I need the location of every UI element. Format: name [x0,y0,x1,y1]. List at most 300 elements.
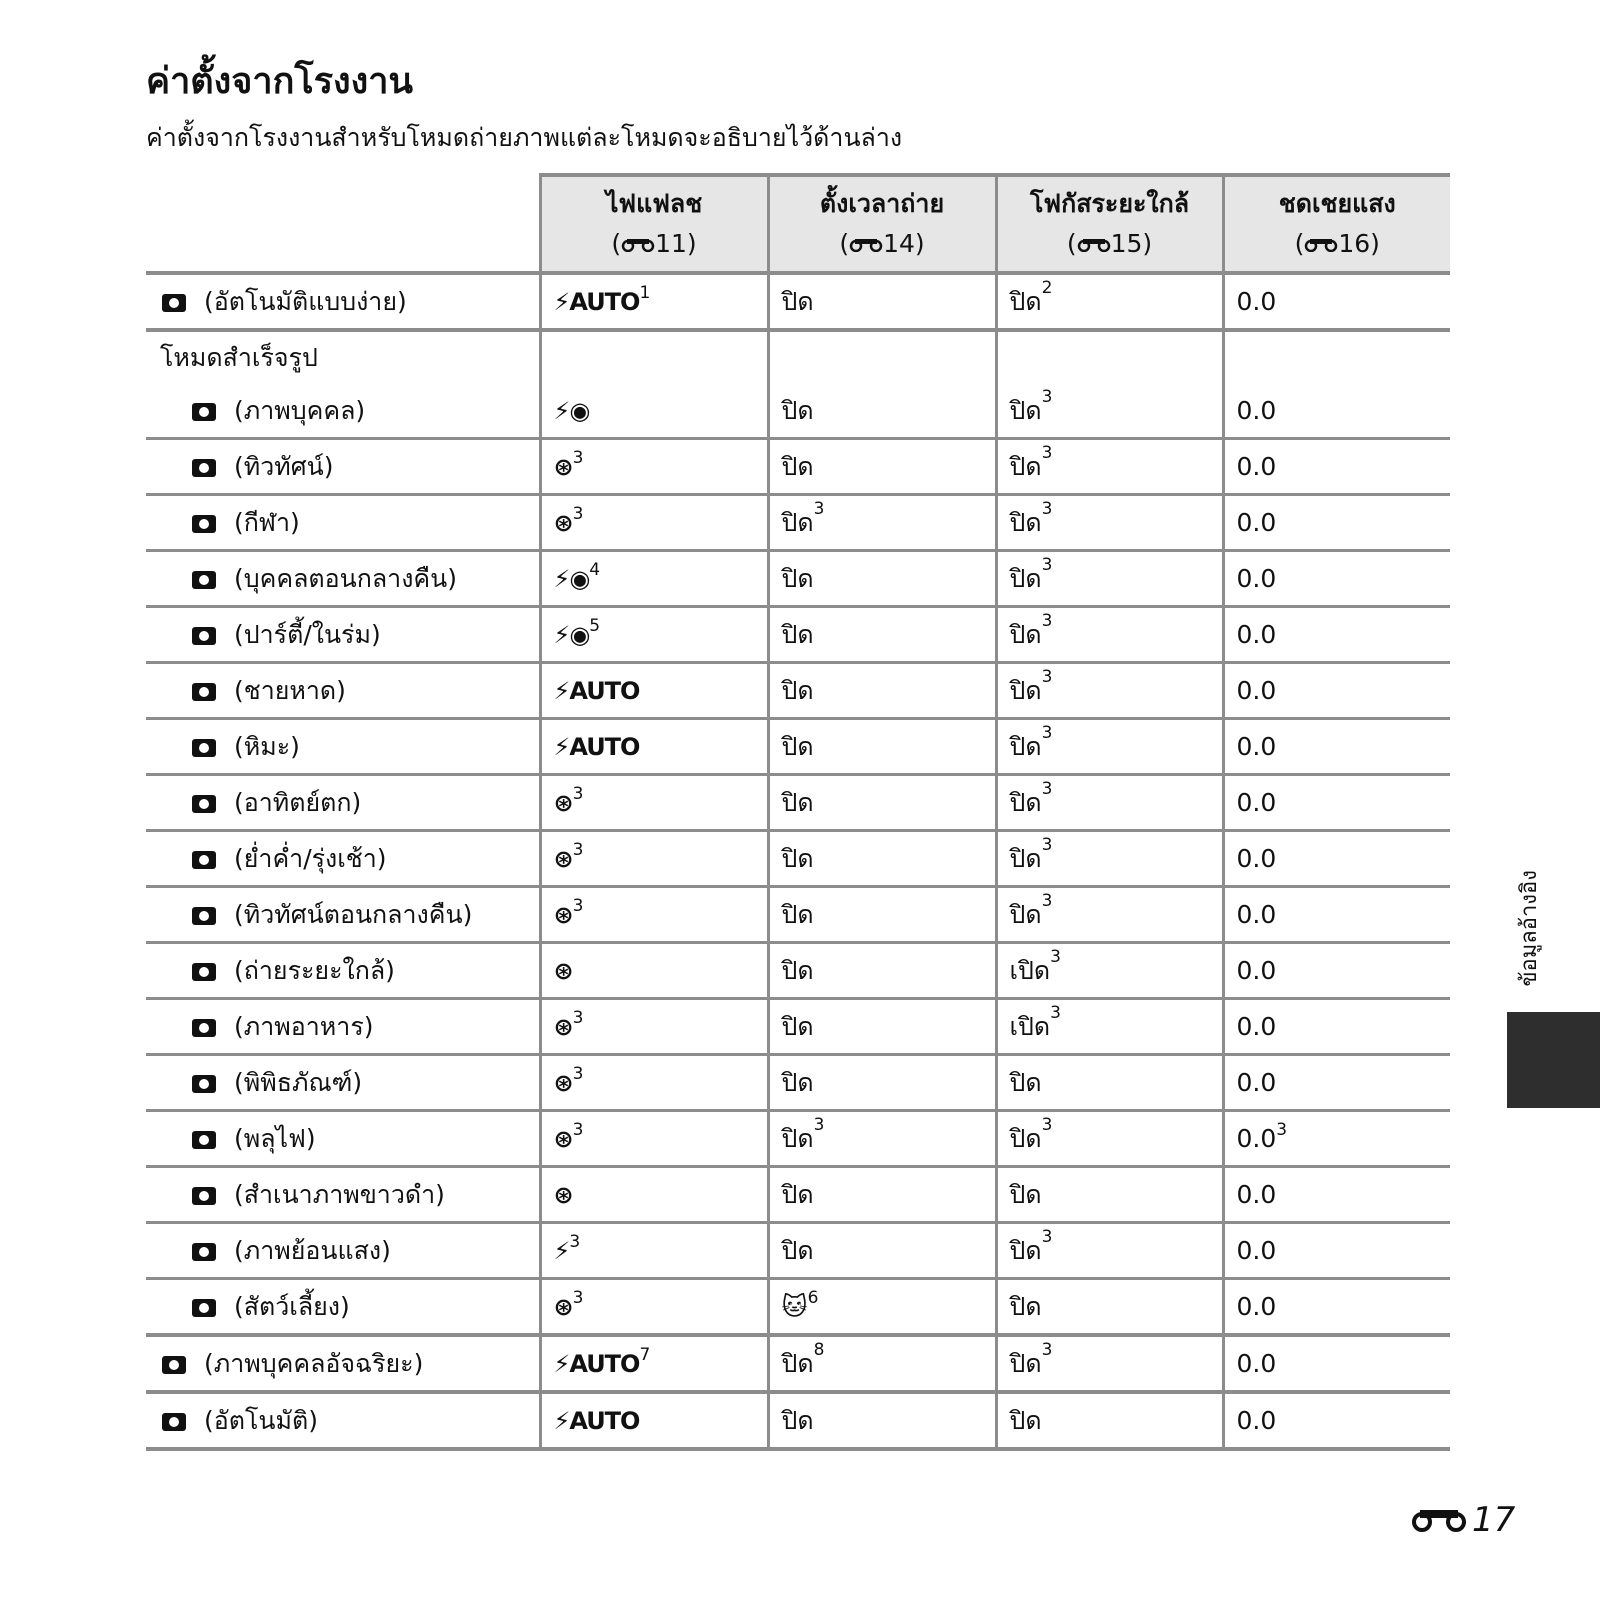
bw-copy-icon [190,1183,220,1209]
mode-name-cell [146,551,540,607]
table-row [146,607,1450,663]
flash-cell-footnote: 3 [572,1120,584,1140]
macro-cell-value: ปิด [1009,843,1042,873]
timer-cell-footnote: 8 [813,1339,825,1360]
group-empty-cell [1223,330,1450,384]
mode-name: (พิพิธภัณฑ์) [234,1067,363,1097]
mode-name-cell [146,775,540,831]
flash-cell [540,551,768,607]
exposure-cell [1223,719,1450,775]
flash-cell [540,273,768,330]
header-exposure [1223,175,1450,273]
flash-cell [540,1392,768,1449]
exposure-cell-value: 0.0 [1236,1292,1277,1321]
macro-cell-value: ปิด [1009,1291,1042,1321]
timer-cell-value: ปิด [781,1179,814,1209]
flash-cell-footnote: 3 [572,504,584,524]
exposure-cell-value: 0.0 [1236,956,1277,985]
mode-name: (ภาพบุคคล) [234,395,366,425]
flash-cell-footnote: 3 [569,1232,581,1252]
reference-binocular-icon [1077,238,1111,252]
macro-cell [996,1335,1223,1392]
food-icon [190,1015,220,1041]
header-macro [996,175,1223,273]
flash-cell-value: ⚡AUTO [553,1407,640,1435]
timer-cell-value: ปิด [781,899,814,929]
macro-cell [996,1223,1223,1279]
flash-cell-value: ⚡AUTO [553,677,640,705]
macro-cell [996,439,1223,495]
timer-cell-value: ปิด [781,1067,814,1097]
close-up-icon [190,959,220,985]
flash-cell-value: ⚡ [553,1237,570,1265]
mode-name-cell [146,1055,540,1111]
side-section-label: ข้อมูลอ้างอิง [1517,870,1542,987]
flash-cell-value: ⊛ [553,845,573,873]
table-row [146,831,1450,887]
exposure-cell-value: 0.0 [1236,1012,1277,1041]
night-landscape-icon [190,903,220,929]
exposure-cell [1223,1392,1450,1449]
timer-cell [768,1223,996,1279]
macro-cell-value: ปิด [1009,507,1042,537]
header-timer-ref: ( 14) [839,229,925,258]
macro-cell-value: ปิด [1009,563,1042,593]
flash-cell-value: ⊛ [553,1293,573,1321]
header-timer-ref-num: 14 [883,229,915,258]
macro-cell-value: ปิด [1009,1405,1042,1435]
mode-name: (อัตโนมัติแบบง่าย) [204,286,407,316]
flash-cell-value: ⊛ [553,453,573,481]
header-timer [768,175,996,273]
group-row [146,330,1450,384]
exposure-cell-value: 0.0 [1236,620,1277,649]
mode-name-cell [146,1392,540,1449]
exposure-cell [1223,887,1450,943]
macro-cell-footnote: 3 [1041,1339,1053,1360]
macro-cell [996,1055,1223,1111]
timer-cell [768,607,996,663]
flash-cell-value: ⊛ [553,1013,573,1041]
group-empty-cell [540,330,768,384]
macro-cell [996,1392,1223,1449]
timer-cell [768,663,996,719]
mode-name-cell [146,1167,540,1223]
macro-cell [996,551,1223,607]
mode-name-cell [146,719,540,775]
timer-cell-value: ปิด [781,843,814,873]
timer-cell [768,999,996,1055]
exposure-cell [1223,1111,1450,1167]
mode-name-cell [146,495,540,551]
exposure-cell [1223,1279,1450,1336]
macro-cell [996,887,1223,943]
group-label: โหมดสำเร็จรูป [160,343,318,372]
table-row [146,775,1450,831]
page-number [1410,1500,1515,1540]
easy-auto-icon [160,290,190,316]
mode-name: (ย่ำค่ำ/รุ่งเช้า) [234,843,387,873]
table-row [146,1335,1450,1392]
flash-cell-footnote: 5 [589,616,601,636]
macro-cell-footnote: 3 [1041,554,1053,575]
timer-cell [768,439,996,495]
macro-cell-footnote: 3 [1041,442,1053,463]
header-exposure-label: ชดเชยแสง [1278,189,1396,218]
macro-cell-footnote: 3 [1041,1226,1053,1247]
macro-cell-value: ปิด [1009,286,1042,316]
table-row [146,495,1450,551]
reference-binocular-icon [1410,1508,1468,1532]
header-exposure-ref-num: 16 [1338,229,1371,258]
macro-cell [996,495,1223,551]
header-flash-label: ไฟแฟลช [605,189,703,218]
timer-cell-value: ปิด [781,787,814,817]
mode-name-cell [146,1111,540,1167]
timer-cell-value: 🐱 [781,1292,808,1321]
smart-portrait-icon [160,1352,190,1378]
timer-cell [768,719,996,775]
timer-cell-footnote: 3 [813,1114,825,1135]
macro-cell-value: ปิด [1009,1235,1042,1265]
timer-cell-value: ปิด [781,1123,814,1153]
header-macro-ref-num: 15 [1110,229,1143,258]
table-row [146,1167,1450,1223]
macro-cell [996,943,1223,999]
macro-cell-value: ปิด [1009,451,1042,481]
timer-cell-value: ปิด [781,395,814,425]
group-empty-cell [768,330,996,384]
exposure-cell-value: 0.0 [1236,1124,1277,1153]
mode-name: (สำเนาภาพขาวดำ) [234,1179,445,1209]
timer-cell-value: ปิด [781,563,814,593]
timer-cell [768,1335,996,1392]
flash-cell-value: ⊛ [553,957,573,985]
macro-cell-footnote: 3 [1041,890,1053,911]
timer-cell [768,273,996,330]
flash-cell [540,1335,768,1392]
flash-cell-footnote: 4 [589,560,601,580]
mode-name-cell [146,1279,540,1336]
mode-name-cell [146,384,540,439]
timer-cell [768,551,996,607]
flash-cell [540,1279,768,1336]
exposure-cell [1223,999,1450,1055]
party-icon [190,623,220,649]
exposure-cell [1223,1335,1450,1392]
exposure-cell [1223,551,1450,607]
table-row [146,943,1450,999]
mode-name-cell [146,831,540,887]
museum-icon [190,1071,220,1097]
reference-binocular-icon [849,238,883,252]
header-flash-ref: ( 11) [611,229,697,258]
mode-name: (บุคคลตอนกลางคืน) [234,563,457,593]
macro-cell-value: ปิด [1009,395,1042,425]
flash-cell-footnote: 3 [572,1064,584,1084]
timer-cell [768,384,996,439]
flash-cell [540,719,768,775]
exposure-cell [1223,663,1450,719]
timer-cell-value: ปิด [781,955,814,985]
mode-name: (ปาร์ตี้/ในร่ม) [234,619,381,649]
exposure-cell-value: 0.0 [1236,788,1277,817]
flash-cell [540,887,768,943]
exposure-cell-value: 0.0 [1236,287,1277,316]
timer-cell-value: ปิด [781,1011,814,1041]
macro-cell-footnote: 3 [1041,778,1053,799]
mode-name: (ทิวทัศน์ตอนกลางคืน) [234,899,473,929]
header-flash [540,175,768,273]
exposure-cell-value: 0.0 [1236,452,1277,481]
exposure-cell-value: 0.0 [1236,564,1277,593]
flash-cell [540,943,768,999]
mode-name-cell [146,1223,540,1279]
macro-cell-value: ปิด [1009,1179,1042,1209]
timer-cell-value: ปิด [781,1235,814,1265]
flash-cell-value: ⊛ [553,789,573,817]
mode-name: (ภาพอาหาร) [234,1011,374,1041]
exposure-cell-value: 0.0 [1236,676,1277,705]
flash-cell-footnote: 3 [572,448,584,468]
exposure-cell-value: 0.0 [1236,1236,1277,1265]
flash-cell-value: ⚡◉ [553,565,590,593]
group-empty-cell [996,330,1223,384]
macro-cell [996,607,1223,663]
table-row [146,1223,1450,1279]
exposure-cell [1223,943,1450,999]
timer-cell [768,943,996,999]
exposure-cell-value: 0.0 [1236,1068,1277,1097]
table-row [146,551,1450,607]
macro-cell-footnote: 3 [1041,498,1053,519]
mode-name: (ทิวทัศน์) [234,451,334,481]
timer-cell-value: ปิด [781,1405,814,1435]
timer-cell-value: ปิด [781,507,814,537]
exposure-cell-value: 0.0 [1236,900,1277,929]
mode-name: (ภาพบุคคลอัจฉริยะ) [204,1348,424,1378]
flash-cell [540,1055,768,1111]
exposure-cell-value: 0.0 [1236,1180,1277,1209]
table-row [146,384,1450,439]
header-blank-cell [146,175,540,273]
exposure-cell [1223,384,1450,439]
flash-cell [540,999,768,1055]
flash-cell [540,384,768,439]
flash-cell [540,1223,768,1279]
table-row [146,1055,1450,1111]
snow-icon [190,735,220,761]
macro-cell-footnote: 3 [1050,946,1061,967]
dusk-dawn-icon [190,847,220,873]
pet-portrait-icon [190,1295,220,1321]
table-body [146,273,1450,1449]
landscape-icon [190,455,220,481]
table-row [146,1279,1450,1336]
exposure-cell-value: 0.0 [1236,1406,1277,1435]
timer-cell [768,495,996,551]
factory-settings-table [146,173,1450,1451]
flash-cell [540,495,768,551]
macro-cell-value: ปิด [1009,1123,1042,1153]
exposure-cell [1223,439,1450,495]
page-subtitle: ค่าตั้งจากโรงงานสำหรับโหมดถ่ายภาพแต่ละโหมดจะอธิบายไว้ด้านล่าง [146,123,903,152]
exposure-cell-footnote: 3 [1276,1120,1288,1140]
flash-cell-value: ⚡AUTO [553,733,640,761]
macro-cell [996,999,1223,1055]
macro-cell-footnote: 3 [1050,1002,1061,1023]
timer-cell [768,775,996,831]
mode-name: (หิมะ) [234,731,300,761]
macro-cell [996,1167,1223,1223]
backlighting-icon [190,1239,220,1265]
table-row [146,1111,1450,1167]
timer-cell [768,1279,996,1336]
macro-cell [996,1111,1223,1167]
macro-cell-value: เปิด [1009,955,1051,985]
macro-cell-footnote: 3 [1041,666,1053,687]
macro-cell-footnote: 3 [1041,386,1053,407]
macro-cell [996,719,1223,775]
table-row [146,439,1450,495]
timer-cell [768,1392,996,1449]
timer-cell-value: ปิด [781,1348,814,1378]
exposure-cell [1223,273,1450,330]
mode-name: (ภาพย้อนแสง) [234,1235,391,1265]
macro-cell [996,663,1223,719]
mode-name: (อาทิตย์ตก) [234,787,362,817]
exposure-cell [1223,1055,1450,1111]
flash-cell [540,439,768,495]
sunset-icon [190,791,220,817]
header-macro-ref: ( 15) [1066,229,1153,258]
timer-cell-value: ปิด [781,619,814,649]
exposure-cell [1223,1167,1450,1223]
exposure-cell [1223,1223,1450,1279]
mode-name: (อัตโนมัติ) [204,1405,318,1435]
flash-cell-footnote: 3 [572,896,584,916]
exposure-cell [1223,775,1450,831]
page-number-text: 17 [1472,1500,1516,1540]
mode-name-cell [146,999,540,1055]
macro-cell [996,273,1223,330]
flash-cell [540,607,768,663]
table-row [146,719,1450,775]
flash-cell [540,1167,768,1223]
exposure-cell [1223,495,1450,551]
macro-cell-value: ปิด [1009,1348,1042,1378]
mode-name-cell [146,887,540,943]
flash-cell-footnote: 1 [639,283,651,303]
flash-cell [540,1111,768,1167]
exposure-cell [1223,831,1450,887]
macro-cell-value: ปิด [1009,675,1042,705]
mode-name: (สัตว์เลี้ยง) [234,1291,350,1321]
mode-name: (พลุไฟ) [234,1123,316,1153]
mode-name-cell [146,273,540,330]
side-tab-marker [1507,1012,1600,1108]
fireworks-icon [190,1127,220,1153]
flash-cell-value: ⊛ [553,1181,573,1209]
timer-cell-footnote: 6 [807,1288,819,1308]
flash-cell-value: ⊛ [553,1125,573,1153]
table-row [146,273,1450,330]
timer-cell-value: ปิด [781,286,814,316]
header-flash-ref-num: 11 [655,229,687,258]
macro-cell-value: เปิด [1009,1011,1051,1041]
timer-cell-value: ปิด [781,451,814,481]
timer-cell [768,831,996,887]
macro-cell-value: ปิด [1009,787,1042,817]
header-exposure-ref: ( 16) [1294,229,1380,258]
flash-cell-value: ⚡AUTO [553,288,640,316]
flash-cell-footnote: 7 [639,1345,651,1365]
timer-cell-value: ปิด [781,731,814,761]
timer-cell [768,887,996,943]
macro-cell-footnote: 3 [1041,834,1053,855]
flash-cell [540,831,768,887]
flash-cell-footnote: 3 [572,1288,584,1308]
reference-binocular-icon [1304,238,1338,252]
flash-cell-value: ⚡◉ [553,621,590,649]
macro-cell-value: ปิด [1009,1067,1042,1097]
mode-name-cell [146,943,540,999]
macro-cell [996,775,1223,831]
exposure-cell-value: 0.0 [1236,844,1277,873]
macro-cell-footnote: 3 [1041,722,1053,743]
timer-cell-value: ปิด [781,675,814,705]
flash-cell-value: ⊛ [553,901,573,929]
flash-cell-value: ⊛ [553,1069,573,1097]
flash-cell-footnote: 3 [572,784,584,804]
flash-cell-value: ⚡◉ [553,397,590,425]
macro-cell-value: ปิด [1009,899,1042,929]
auto-mode-icon [160,1409,190,1435]
macro-cell-value: ปิด [1009,619,1042,649]
timer-cell [768,1055,996,1111]
flash-cell-value: ⚡AUTO [553,1350,640,1378]
table-row [146,1392,1450,1449]
table-row [146,663,1450,719]
mode-name: (ถ่ายระยะใกล้) [234,955,395,985]
table-row [146,999,1450,1055]
mode-name-cell [146,1335,540,1392]
header-timer-label: ตั้งเวลาถ่าย [819,189,945,218]
mode-name-cell [146,439,540,495]
macro-cell [996,1279,1223,1336]
flash-cell-footnote: 3 [572,1008,584,1028]
mode-name: (ชายหาด) [234,675,346,705]
flash-cell-footnote: 3 [572,840,584,860]
exposure-cell [1223,607,1450,663]
macro-cell-footnote: 3 [1041,1114,1053,1135]
night-portrait-icon [190,567,220,593]
timer-cell-footnote: 3 [813,498,825,519]
macro-cell [996,384,1223,439]
macro-cell [996,831,1223,887]
mode-name: (กีฬา) [234,507,300,537]
exposure-cell-value: 0.0 [1236,732,1277,761]
portrait-icon [190,399,220,425]
reference-binocular-icon [621,238,655,252]
mode-name-cell [146,607,540,663]
beach-icon [190,679,220,705]
flash-cell [540,663,768,719]
page-title: ค่าตั้งจากโรงงาน [146,61,414,102]
table-row [146,887,1450,943]
mode-name-cell [146,663,540,719]
macro-cell-footnote: 3 [1041,610,1053,631]
